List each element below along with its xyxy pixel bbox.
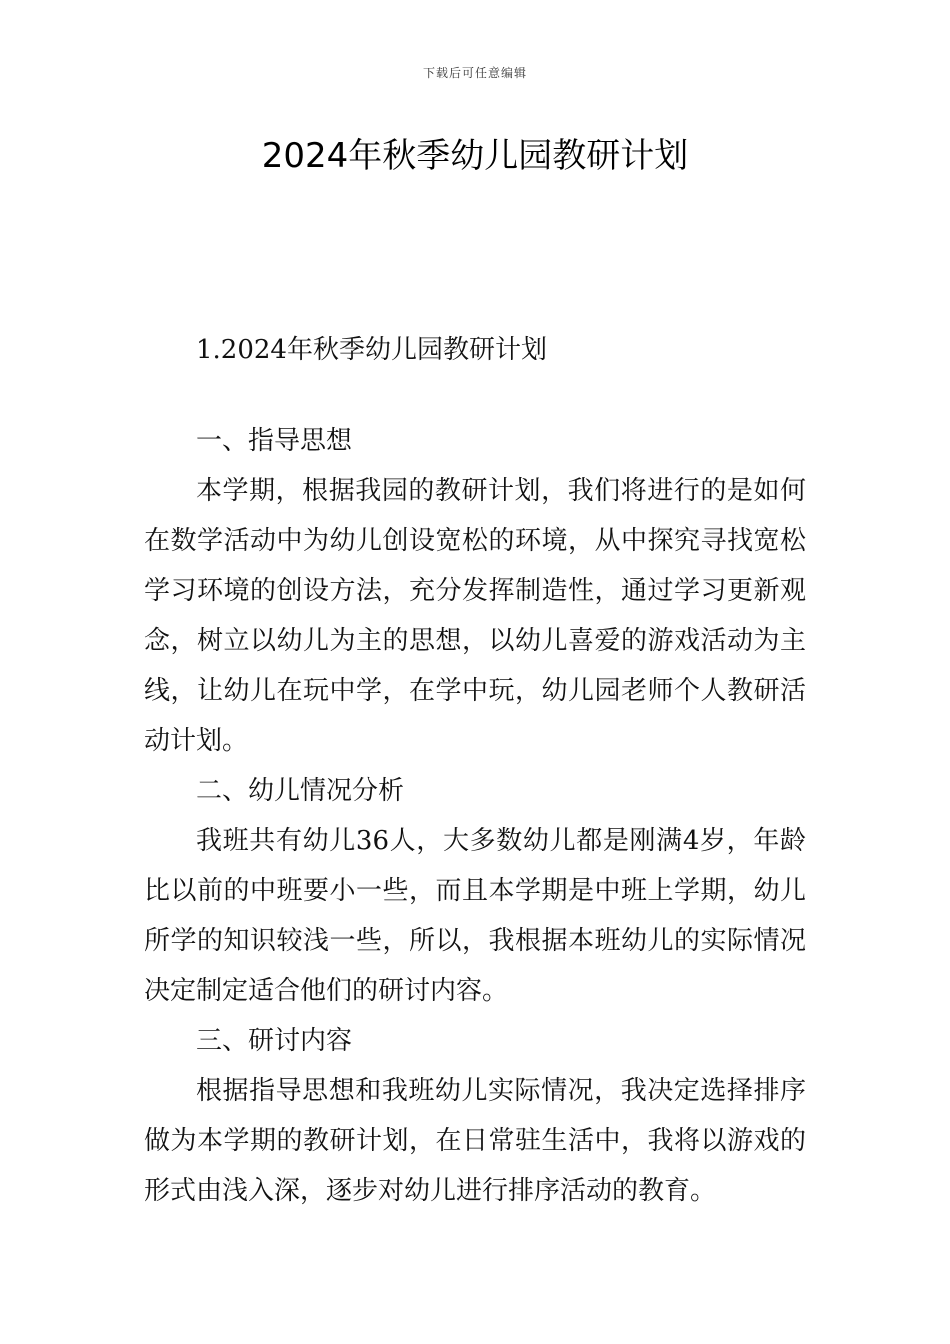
- section-children-analysis: [144, 766, 806, 1016]
- document-subtitle: 1.2024年秋季幼儿园教研计划: [196, 335, 547, 365]
- section-guiding-ideology: [144, 416, 806, 766]
- section-heading: 二、幼儿情况分析: [196, 776, 405, 806]
- document-title: 2024年秋季幼儿园教研计划: [261, 136, 689, 176]
- section-paragraph: 我班共有幼儿36人，大多数幼儿都是刚满4岁，年龄比以前的中班要小一些，而且本学期是中班上学期，幼儿所学的知识较浅一些，所以，我根据本班幼儿的实际情况决定制定适合他们的研讨内容。: [144, 826, 806, 1006]
- section-paragraph: 本学期，根据我园的教研计划，我们将进行的是如何在数学活动中为幼儿创设宽松的环境，从中探究寻找宽松学习环境的创设方法，充分发挥制造性，通过学习更新观念，树立以幼儿为主的思想，以幼儿喜爱的游戏活动为主线，让幼儿在玩中学，在学中玩，幼儿园老师个人教研活动计划。: [144, 476, 806, 756]
- section-heading: 三、研讨内容: [196, 1026, 353, 1056]
- header-note: 下载后可任意编辑: [422, 66, 527, 80]
- section-paragraph: 根据指导思想和我班幼儿实际情况，我决定选择排序做为本学期的教研计划，在日常驻生活中，我将以游戏的形式由浅入深，逐步对幼儿进行排序活动的教育。: [144, 1076, 806, 1206]
- section-heading: 一、指导思想: [196, 426, 353, 456]
- section-research-content: [144, 1016, 806, 1216]
- document-body: [144, 330, 806, 1216]
